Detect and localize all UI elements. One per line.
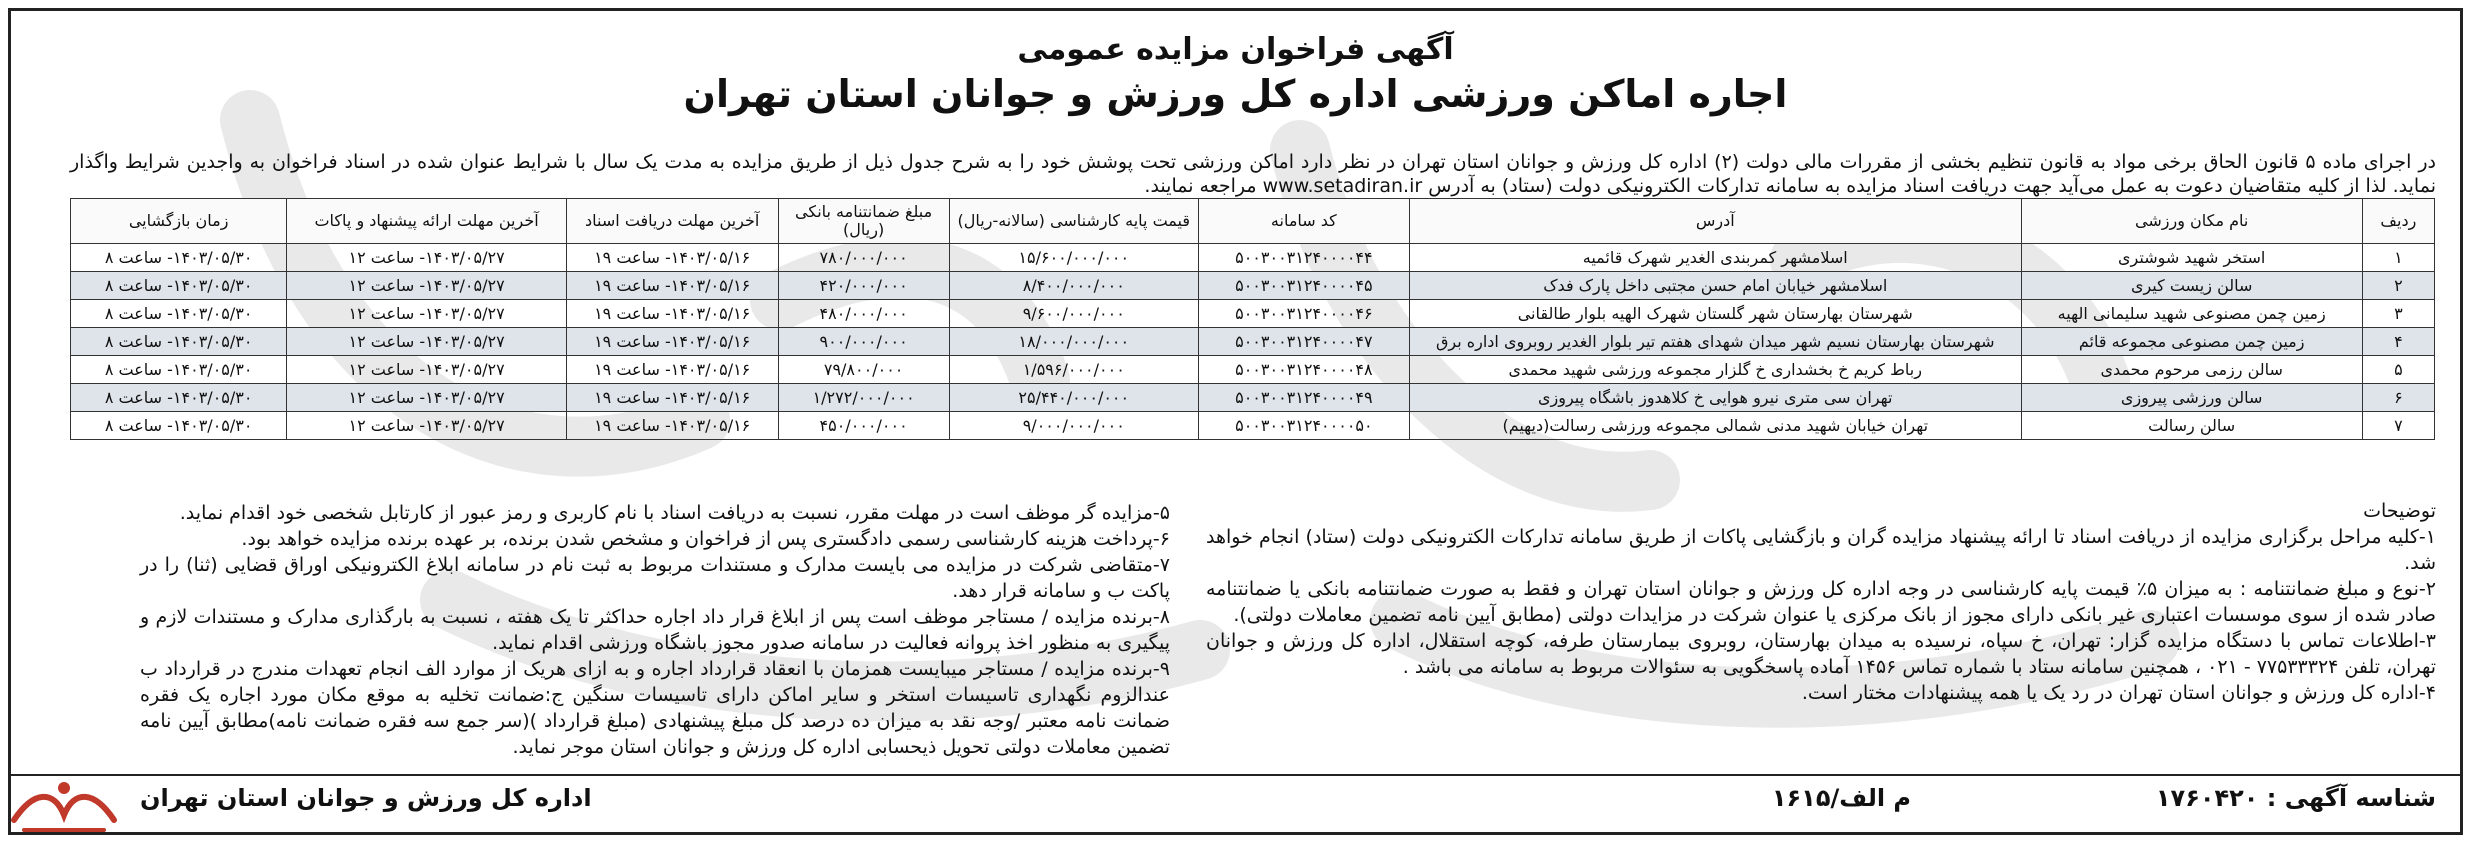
- cell-address: اسلامشهر کمربندی الغدیر شهرک قائمیه: [1409, 244, 2021, 272]
- ad-id: شناسه آگهی : ۱۷۶۰۴۲۰: [2155, 784, 2436, 812]
- note-item: ۹-برنده مزایده / مستاجر میبایست همزمان با انعقاد قرارداد اجاره و به ازای هریک از موارد الف انجام تعهدات مندرج در قرارداد ب عندالزوم نگهداری تاسیسات استخر و سایر اماکن دارای تاسیسات سنگین ج:ضمانت تخلیه به موقع مکان مورد اجاره یک فقره ضمانت نامه معتبر /وجه نقد به میزان ده درصد کل مبلغ پیشنهادی (مبلغ قرارداد )(سر جمع سه فقره ضمانت نامه)مطابق آیین نامه تضمین معاملات دولتی تحویل ذیحسابی اداره کل ورزش و جوانان استان موجر نماید.: [140, 658, 1170, 758]
- cell-offer-deadline: ۱۴۰۳/۰۵/۲۷- ساعت ۱۲: [287, 272, 567, 300]
- cell-opening-time: ۱۴۰۳/۰۵/۳۰- ساعت ۸: [71, 412, 287, 440]
- auction-table: [70, 198, 2435, 440]
- cell-base-price: ۱۸/۰۰۰/۰۰۰/۰۰۰: [949, 328, 1198, 356]
- cell-doc-deadline: ۱۴۰۳/۰۵/۱۶- ساعت ۱۹: [566, 244, 778, 272]
- cell-row: ۵: [2362, 356, 2434, 384]
- col-system-code: کد سامانه: [1198, 199, 1409, 244]
- cell-system-code: ۵۰۰۳۰۰۳۱۲۴۰۰۰۰۴۸: [1198, 356, 1409, 384]
- cell-doc-deadline: ۱۴۰۳/۰۵/۱۶- ساعت ۱۹: [566, 384, 778, 412]
- cell-row: ۴: [2362, 328, 2434, 356]
- cell-venue: زمین چمن مصنوعی مجموعه قائم: [2021, 328, 2362, 356]
- cell-venue: سالن زیست کیری: [2021, 272, 2362, 300]
- cell-offer-deadline: ۱۴۰۳/۰۵/۲۷- ساعت ۱۲: [287, 300, 567, 328]
- table-row: [71, 244, 2435, 272]
- cell-doc-deadline: ۱۴۰۳/۰۵/۱۶- ساعت ۱۹: [566, 412, 778, 440]
- cell-system-code: ۵۰۰۳۰۰۳۱۲۴۰۰۰۰۴۵: [1198, 272, 1409, 300]
- publisher-logo-icon: [4, 770, 124, 840]
- cell-base-price: ۹/۰۰۰/۰۰۰/۰۰۰: [949, 412, 1198, 440]
- col-row: ردیف: [2362, 199, 2434, 244]
- cell-opening-time: ۱۴۰۳/۰۵/۳۰- ساعت ۸: [71, 356, 287, 384]
- cell-opening-time: ۱۴۰۳/۰۵/۳۰- ساعت ۸: [71, 384, 287, 412]
- cell-base-price: ۱۵/۶۰۰/۰۰۰/۰۰۰: [949, 244, 1198, 272]
- cell-offer-deadline: ۱۴۰۳/۰۵/۲۷- ساعت ۱۲: [287, 244, 567, 272]
- note-item: ۴-اداره کل ورزش و جوانان استان تهران در رد یک یا همه پیشنهادات مختار است.: [1801, 682, 2436, 704]
- cell-guarantee: ۴۸۰/۰۰۰/۰۰۰: [778, 300, 949, 328]
- cell-address: رباط کریم خ بخشداری خ گلزار مجموعه ورزشی شهید محمدی: [1409, 356, 2021, 384]
- cell-address: تهران سی متری نیرو هوایی خ کلاهدوز باشگاه پیروزی: [1409, 384, 2021, 412]
- col-address: آدرس: [1409, 199, 2021, 244]
- cell-guarantee: ۹۰۰/۰۰۰/۰۰۰: [778, 328, 949, 356]
- cell-opening-time: ۱۴۰۳/۰۵/۳۰- ساعت ۸: [71, 272, 287, 300]
- cell-base-price: ۹/۶۰۰/۰۰۰/۰۰۰: [949, 300, 1198, 328]
- table-row: [71, 356, 2435, 384]
- note-item: ۲-نوع و مبلغ ضمانتنامه : به میزان ۵٪ قیمت پایه کارشناسی در وجه اداره کل ورزش و جوانان استان تهران و فقط به صورت ضمانتنامه بانکی یا ضمانتنامه صادر شده از سوی موسسات اعتباری غیر بانکی دارای مجوز از بانک مرکزی یا عنوان شرکت در مزایدات دولتی (مطابق آیین نامه تضمین معاملات دولتی).: [1206, 578, 2436, 626]
- cell-guarantee: ۴۵۰/۰۰۰/۰۰۰: [778, 412, 949, 440]
- cell-opening-time: ۱۴۰۳/۰۵/۳۰- ساعت ۸: [71, 328, 287, 356]
- cell-opening-time: ۱۴۰۳/۰۵/۳۰- ساعت ۸: [71, 244, 287, 272]
- table-row: [71, 384, 2435, 412]
- note-item: ۸-برنده مزایده / مستاجر موظف است پس از ابلاغ قرار داد اجاره حداکثر تا یک هفته ، نسبت به بارگذاری مدارک و مستندات لازم و پیگیری به منظور اخذ پروانه فعالیت در سامانه صدور مجوز باشگاه ورزشی اقدام نماید.: [140, 606, 1170, 654]
- cell-system-code: ۵۰۰۳۰۰۳۱۲۴۰۰۰۰۴۶: [1198, 300, 1409, 328]
- cell-system-code: ۵۰۰۳۰۰۳۱۲۴۰۰۰۰۵۰: [1198, 412, 1409, 440]
- cell-doc-deadline: ۱۴۰۳/۰۵/۱۶- ساعت ۱۹: [566, 356, 778, 384]
- cell-base-price: ۱/۵۹۶/۰۰۰/۰۰۰: [949, 356, 1198, 384]
- note-item: ۶-پرداخت هزینه کارشناسی رسمی دادگستری پس از فراخوان و مشخص شدن برنده، بر عهده برنده مزایده خواهد بود.: [241, 528, 1170, 550]
- cell-venue: سالن رسالت: [2021, 412, 2362, 440]
- note-item: ۷-متقاضی شرکت در مزایده می بایست مدارک و مستندات مربوط به ثبت نام در سامانه ابلاغ الکترونیکی اوراق قضایی (ثنا) را در پاکت ب و سامانه قرار دهد.: [140, 554, 1170, 602]
- ad-code: م الف/۱۶۱۵: [1771, 784, 1911, 812]
- col-guarantee: مبلغ ضمانتنامه بانکی (ریال): [778, 199, 949, 244]
- note-item: ۳-اطلاعات تماس با دستگاه مزایده گزار: تهران، خ سپاه، نرسیده به میدان بهارستان، روبروی بیمارستان طرفه، کوچه استقلال، اداره کل ورزش و جوانان تهران، تلفن ۷۷۵۳۳۳۲۴ - ۰۲۱ ، همچنین سامانه ستاد با شماره تماس ۱۴۵۶ آماده پاسخگویی به سئوالات مربوط به سامانه می باشد .: [1206, 630, 2436, 678]
- cell-base-price: ۲۵/۴۴۰/۰۰۰/۰۰۰: [949, 384, 1198, 412]
- cell-base-price: ۸/۴۰۰/۰۰۰/۰۰۰: [949, 272, 1198, 300]
- col-offer-deadline: آخرین مهلت ارائه پیشنهاد و پاکات: [287, 199, 567, 244]
- cell-doc-deadline: ۱۴۰۳/۰۵/۱۶- ساعت ۱۹: [566, 272, 778, 300]
- cell-row: ۷: [2362, 412, 2434, 440]
- cell-address: تهران خیابان شهید مدنی شمالی مجموعه ورزشی رسالت(دیهیم): [1409, 412, 2021, 440]
- notes-heading: توضیحات: [2363, 500, 2436, 522]
- cell-row: ۶: [2362, 384, 2434, 412]
- cell-doc-deadline: ۱۴۰۳/۰۵/۱۶- ساعت ۱۹: [566, 328, 778, 356]
- footer-divider: [10, 774, 2461, 776]
- col-doc-deadline: آخرین مهلت دریافت اسناد: [566, 199, 778, 244]
- cell-row: ۲: [2362, 272, 2434, 300]
- cell-system-code: ۵۰۰۳۰۰۳۱۲۴۰۰۰۰۴۴: [1198, 244, 1409, 272]
- cell-venue: استخر شهید شوشتری: [2021, 244, 2362, 272]
- cell-venue: سالن ورزشی پیروزی: [2021, 384, 2362, 412]
- footer-organization: اداره کل ورزش و جوانان استان تهران: [140, 784, 592, 812]
- col-venue: نام مکان ورزشی: [2021, 199, 2362, 244]
- cell-doc-deadline: ۱۴۰۳/۰۵/۱۶- ساعت ۱۹: [566, 300, 778, 328]
- cell-offer-deadline: ۱۴۰۳/۰۵/۲۷- ساعت ۱۲: [287, 412, 567, 440]
- ad-title: آگهی فراخوان مزایده عمومی: [1017, 32, 1454, 67]
- cell-venue: سالن رزمی مرحوم محمدی: [2021, 356, 2362, 384]
- cell-offer-deadline: ۱۴۰۳/۰۵/۲۷- ساعت ۱۲: [287, 384, 567, 412]
- col-base-price: قیمت پایه کارشناسی (سالانه-ریال): [949, 199, 1198, 244]
- table-row: [71, 300, 2435, 328]
- table-row: [71, 272, 2435, 300]
- intro-paragraph: در اجرای ماده ۵ قانون الحاق برخی مواد به قانون تنظیم بخشی از مقررات مالی دولت (۲) اداره کل ورزش و جوانان استان تهران در نظر دارد اماکن ورزشی تحت پوشش خود را به شرح جدول ذیل از طریق مزایده به مدت یک سال با شرایط عنوان شده در اسناد فراخوان به واجدین شرایط واگذار نماید. لذا از کلیه متقاضیان دعوت به عمل می‌آید جهت دریافت اسناد مزایده به سامانه تدارکات الکترونیکی دولت (ستاد) به آدرس www.setadiran.ir مراجعه نمایند.: [70, 151, 2436, 197]
- cell-offer-deadline: ۱۴۰۳/۰۵/۲۷- ساعت ۱۲: [287, 328, 567, 356]
- cell-opening-time: ۱۴۰۳/۰۵/۳۰- ساعت ۸: [71, 300, 287, 328]
- cell-address: شهرستان بهارستان نسیم شهر میدان شهدای هفتم تیر بلوار الغدیر روبروی اداره برق: [1409, 328, 2021, 356]
- cell-system-code: ۵۰۰۳۰۰۳۱۲۴۰۰۰۰۴۹: [1198, 384, 1409, 412]
- col-opening-time: زمان بازگشایی: [71, 199, 287, 244]
- table-header-row: [71, 199, 2435, 244]
- cell-guarantee: ۷۸۰/۰۰۰/۰۰۰: [778, 244, 949, 272]
- cell-system-code: ۵۰۰۳۰۰۳۱۲۴۰۰۰۰۴۷: [1198, 328, 1409, 356]
- cell-guarantee: ۱/۲۷۲/۰۰۰/۰۰۰: [778, 384, 949, 412]
- table-row: [71, 328, 2435, 356]
- ad-subtitle: اجاره اماکن ورزشی اداره کل ورزش و جوانان استان تهران: [683, 72, 1788, 116]
- table-row: [71, 412, 2435, 440]
- notes-right-column: [1206, 498, 2436, 706]
- cell-address: شهرستان بهارستان شهر گلستان شهرک الهیه بلوار طالقانی: [1409, 300, 2021, 328]
- note-item: ۱-کلیه مراحل برگزاری مزایده از دریافت اسناد تا ارائه پیشنهاد مزایده گران و بازگشایی پاکات از طریق سامانه تدارکات الکترونیکی دولت (ستاد) انجام خواهد شد.: [1206, 526, 2436, 574]
- cell-row: ۳: [2362, 300, 2434, 328]
- cell-offer-deadline: ۱۴۰۳/۰۵/۲۷- ساعت ۱۲: [287, 356, 567, 384]
- cell-address: اسلامشهر خیابان امام حسن مجتبی داخل پارک فدک: [1409, 272, 2021, 300]
- cell-row: ۱: [2362, 244, 2434, 272]
- cell-venue: زمین چمن مصنوعی شهید سلیمانی الهیه: [2021, 300, 2362, 328]
- cell-guarantee: ۴۲۰/۰۰۰/۰۰۰: [778, 272, 949, 300]
- note-item: ۵-مزایده گر موظف است در مهلت مقرر، نسبت به دریافت اسناد با نام کاربری و رمز عبور از کارتابل شخصی خود اقدام نماید.: [179, 502, 1170, 524]
- cell-guarantee: ۷۹/۸۰۰/۰۰۰: [778, 356, 949, 384]
- notes-left-column: [140, 500, 1170, 760]
